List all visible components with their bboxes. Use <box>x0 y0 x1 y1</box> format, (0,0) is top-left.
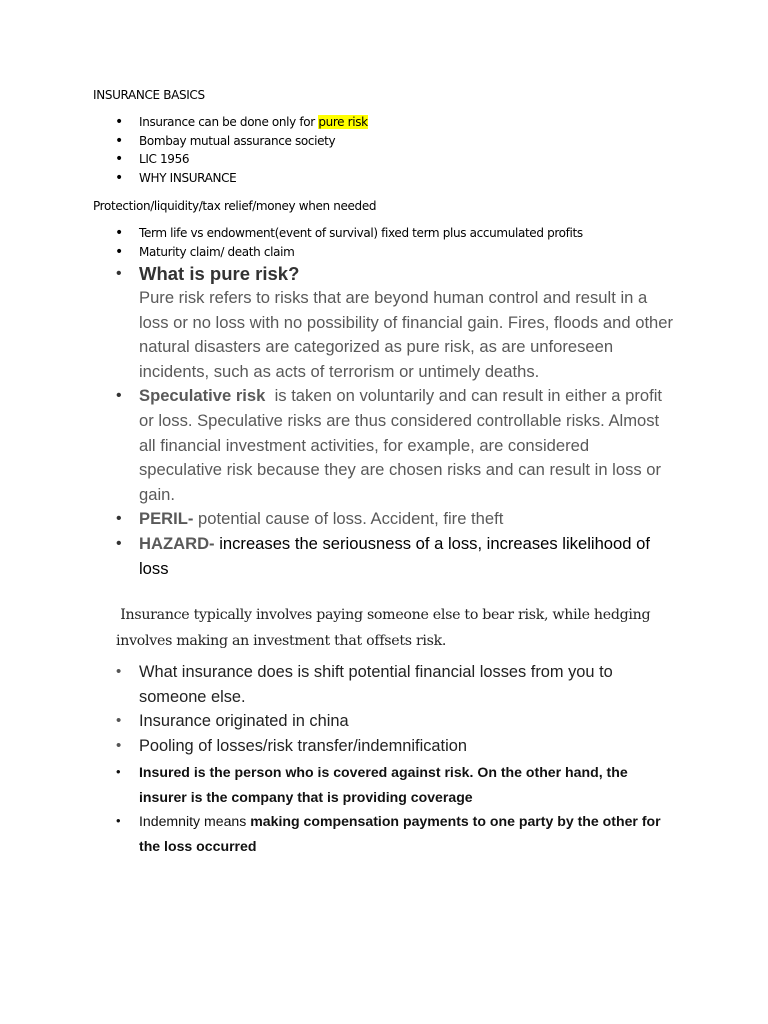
pure-risk-definition: Pure risk refers to risks that are beyond human control and result in a loss or no loss with no possibility of financial gain. Fires, floods and other natural disasters are categorized as pure risk, as are unforeseen incidents, such as acts of terrorism or untimely deaths. <box>139 288 674 381</box>
hazard-item <box>116 532 676 581</box>
hazard-term: HAZARD- <box>139 533 215 553</box>
list-item: • Bombay mutual assurance society <box>93 132 368 151</box>
indemnity-item <box>116 809 676 858</box>
definitions-list <box>116 760 676 858</box>
pure-risk-item <box>116 262 676 384</box>
basics-list <box>93 113 368 187</box>
list-item: • LIC 1956 <box>93 150 368 169</box>
risk-definitions-list <box>116 262 676 581</box>
list-item: • Insurance originated in china <box>116 709 676 734</box>
pure-risk-question: • What is pure risk? <box>139 263 300 284</box>
speculative-risk-item <box>116 384 676 507</box>
policy-list <box>93 224 583 261</box>
indemnity-prefix: Indemnity means <box>139 813 251 830</box>
peril-text: potential cause of loss. Accident, fire theft <box>193 509 504 529</box>
subheading: Protection/liquidity/tax relief/money when needed <box>93 199 377 213</box>
document-heading: INSURANCE BASICS <box>93 88 205 102</box>
list-item: • What insurance does is shift potential financial losses from you to someone else. <box>116 660 676 709</box>
hedging-list <box>116 603 656 654</box>
speculative-risk-term: Speculative risk <box>139 386 266 406</box>
highlighted-text: pure risk <box>318 115 368 129</box>
list-item: • Maturity claim/ death claim <box>93 243 583 262</box>
list-item <box>93 113 368 132</box>
list-item: • WHY INSURANCE <box>93 169 368 188</box>
insured-item: • Insured is the person who is covered against risk. On the other hand, the insurer is the company that is providing coverage <box>116 760 676 809</box>
list-item-text: Insurance can be done only for <box>139 115 319 129</box>
insurance-facts-list <box>116 660 676 758</box>
indemnity-definition: making compensation payments to one party by the other for the loss occurred <box>139 813 661 854</box>
speculative-risk-text: is taken on voluntarily and can result in either a profit or loss. Speculative risks are thus considered controllable risks. Almost all financial investment activities, for example, are considered speculative risk because they are chosen risks and can result in loss or gain. <box>139 386 667 504</box>
hedging-item: Insurance typically involves paying someone else to bear risk, while hedging involves making an investment that offsets risk. <box>116 607 655 649</box>
list-item: • Term life vs endowment(event of survival) fixed term plus accumulated profits <box>93 224 583 243</box>
peril-term: PERIL- <box>139 509 194 529</box>
hazard-text: increases the seriousness of a loss, increases likelihood of loss <box>139 533 655 578</box>
peril-item <box>116 507 676 532</box>
list-item: • Pooling of losses/risk transfer/indemnification <box>116 734 676 759</box>
